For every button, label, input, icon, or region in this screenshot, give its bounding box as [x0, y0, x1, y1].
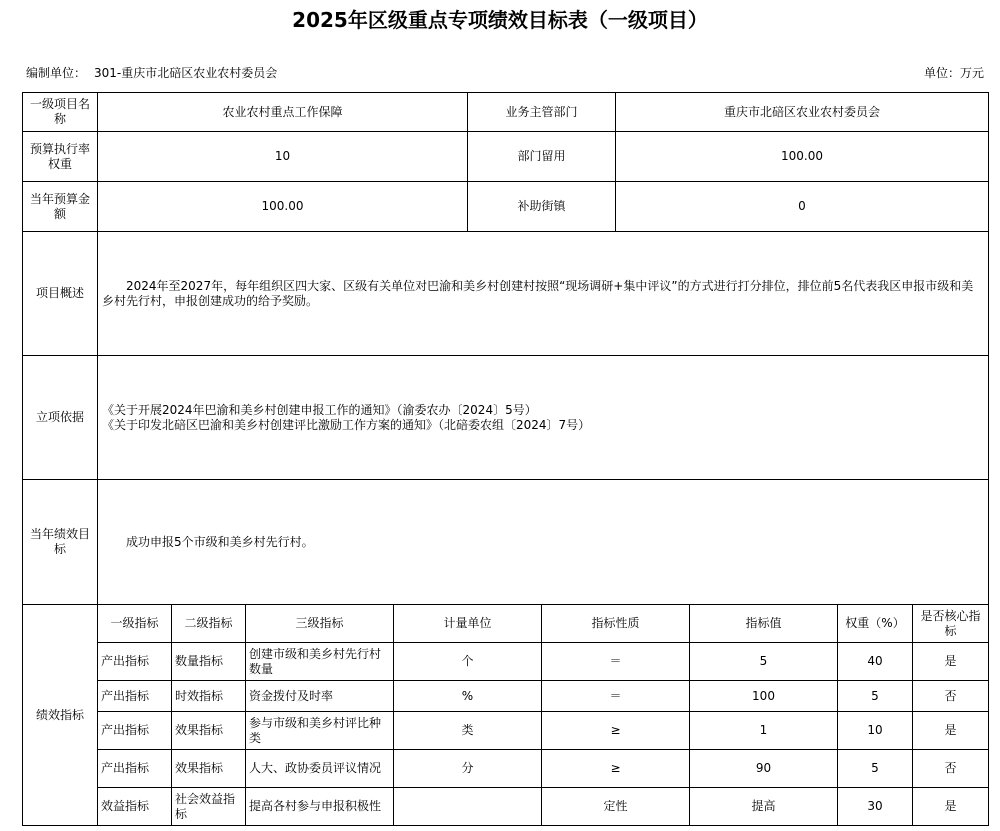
table-row	[23, 643, 989, 681]
dept-label: 业务主管部门	[468, 93, 616, 132]
retain-label: 部门留用	[468, 132, 616, 182]
cell: 是	[913, 712, 989, 750]
info-row-name	[23, 93, 989, 132]
cell: 否	[913, 681, 989, 712]
cell: 提高	[690, 788, 838, 826]
cell: ＝	[542, 643, 690, 681]
cell: 效果指标	[172, 712, 246, 750]
cell: 人大、政协委员评议情况	[246, 750, 394, 788]
weight-label: 预算执行率权重	[23, 132, 98, 182]
goal-row	[23, 480, 989, 605]
overview-text: 2024年至2027年，每年组织区四大家、区级有关单位对巴渝和美乡村创建村按照“现场调研+集中评议”的方式进行打分排位，排位前5名代表我区申报市级和美乡村先行村，申报创建成功的给予奖励。	[98, 232, 989, 356]
table-row	[23, 750, 989, 788]
overview-row	[23, 232, 989, 356]
table-row	[23, 788, 989, 826]
cell: 30	[838, 788, 913, 826]
subsidy-value: 0	[616, 182, 989, 232]
overview-label: 项目概述	[23, 232, 98, 356]
cell: 参与市级和美乡村评比种类	[246, 712, 394, 750]
budget-label: 当年预算金额	[23, 182, 98, 232]
goal-label: 当年绩效目标	[23, 480, 98, 605]
cell: 产出指标	[98, 750, 172, 788]
cell: 是	[913, 643, 989, 681]
cell: ≥	[542, 750, 690, 788]
header-cell: 是否核心指标	[913, 605, 989, 643]
header-cell: 二级指标	[172, 605, 246, 643]
compile-unit-label: 编制单位：	[26, 66, 87, 80]
header-cell: 指标值	[690, 605, 838, 643]
info-row-budget	[23, 182, 989, 232]
cell: 5	[690, 643, 838, 681]
basis-label: 立项依据	[23, 356, 98, 480]
cell: 定性	[542, 788, 690, 826]
header-cell: 三级指标	[246, 605, 394, 643]
header-cell: 权重（%）	[838, 605, 913, 643]
cell: 产出指标	[98, 681, 172, 712]
basis-text	[98, 356, 989, 480]
cell: 1	[690, 712, 838, 750]
cell: 是	[913, 788, 989, 826]
cell: 否	[913, 750, 989, 788]
cell: 产出指标	[98, 643, 172, 681]
basis-line-1: 《关于开展2024年巴渝和美乡村创建申报工作的通知》（渝委农办〔2024〕5号）	[102, 402, 537, 417]
compile-unit-value: 301-重庆市北碚区农业农村委员会	[94, 66, 278, 80]
info-row-weight	[23, 132, 989, 182]
cell: 资金拨付及时率	[246, 681, 394, 712]
cell: 效益指标	[98, 788, 172, 826]
header-cell: 一级指标	[98, 605, 172, 643]
cell: 提高各村参与申报积极性	[246, 788, 394, 826]
header-cell: 指标性质	[542, 605, 690, 643]
cell: 5	[838, 750, 913, 788]
cell: 数量指标	[172, 643, 246, 681]
cell: 90	[690, 750, 838, 788]
cell: 100	[690, 681, 838, 712]
performance-table	[22, 604, 989, 826]
table-row	[23, 712, 989, 750]
cell: ≥	[542, 712, 690, 750]
perf-label: 绩效指标	[23, 605, 98, 826]
cell: 分	[394, 750, 542, 788]
cell: 产出指标	[98, 712, 172, 750]
cell: 40	[838, 643, 913, 681]
table-row	[23, 681, 989, 712]
cell: %	[394, 681, 542, 712]
budget-value: 100.00	[98, 182, 468, 232]
weight-value: 10	[98, 132, 468, 182]
cell: 个	[394, 643, 542, 681]
project-name-label: 一级项目名称	[23, 93, 98, 132]
subsidy-label: 补助街镇	[468, 182, 616, 232]
currency-unit: 单位：万元	[923, 66, 984, 80]
cell: 时效指标	[172, 681, 246, 712]
project-info-table	[22, 92, 989, 605]
goal-text: 成功申报5个市级和美乡村先行村。	[98, 480, 989, 605]
header-cell: 计量单位	[394, 605, 542, 643]
cell: 社会效益指标	[172, 788, 246, 826]
cell: ＝	[542, 681, 690, 712]
cell	[394, 788, 542, 826]
project-name: 农业农村重点工作保障	[98, 93, 468, 132]
dept-value: 重庆市北碚区农业农村委员会	[616, 93, 989, 132]
basis-line-2: 《关于印发北碚区巴渝和美乡村创建评比激励工作方案的通知》（北碚委农组〔2024〕7号）	[102, 417, 591, 432]
cell: 效果指标	[172, 750, 246, 788]
cell: 10	[838, 712, 913, 750]
cell: 类	[394, 712, 542, 750]
perf-header-row	[23, 605, 989, 643]
retain-value: 100.00	[616, 132, 989, 182]
cell: 5	[838, 681, 913, 712]
compile-unit	[26, 64, 277, 81]
cell: 创建市级和美乡村先行村数量	[246, 643, 394, 681]
page-title: 2025年区级重点专项绩效目标表（一级项目）	[292, 8, 708, 32]
basis-row	[23, 356, 989, 480]
